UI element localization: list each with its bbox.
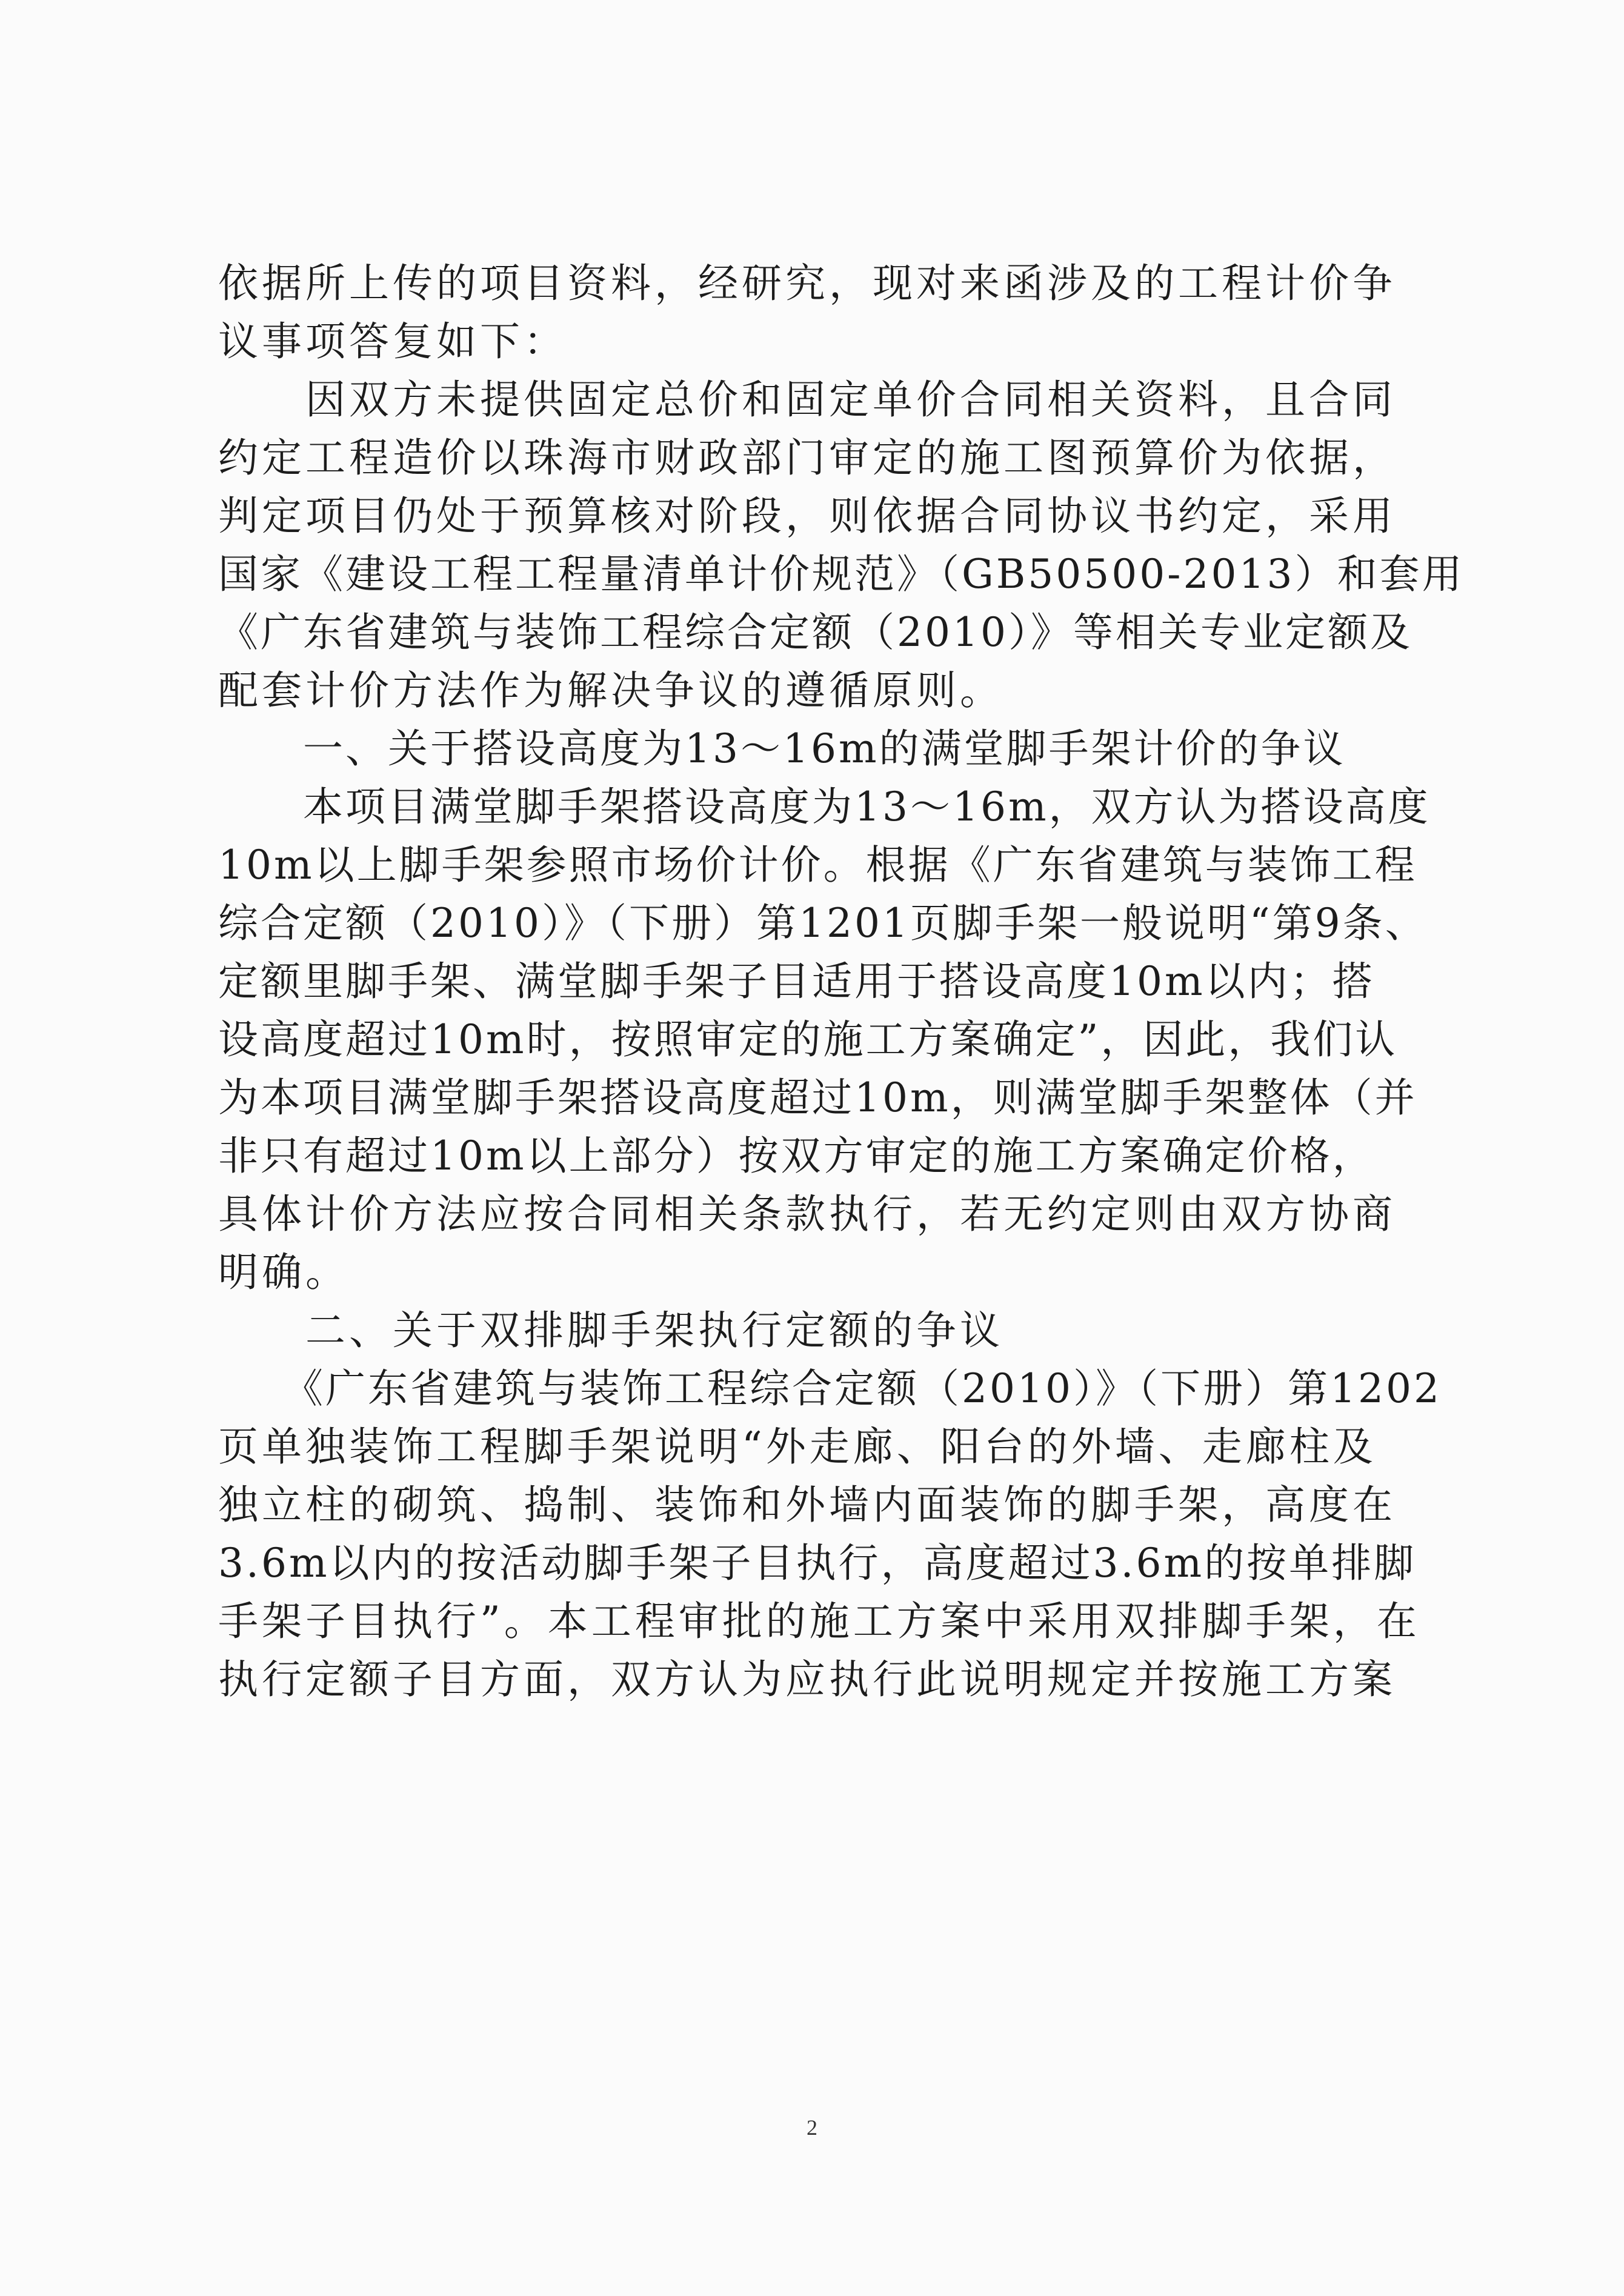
text-line: 执行定额子目方面，双方认为应执行此说明规定并按施工方案: [218, 1656, 1396, 1703]
text-line: 手架子目执行”。本工程审批的施工方案中采用双排脚手架，在: [218, 1598, 1420, 1645]
text-line: 综合定额（2010）》（下册）第1201页脚手架一般说明“第9条、: [218, 900, 1428, 947]
text-line: 本项目满堂脚手架搭设高度为13～16m，双方认为搭设高度: [218, 784, 1431, 830]
text-line: 页单独装饰工程脚手架说明“外走廊、阳台的外墙、走廊柱及: [218, 1423, 1377, 1470]
text-line: 非只有超过10m以上部分）按双方审定的施工方案确定价格，: [218, 1133, 1375, 1179]
text-line: 议事项答复如下：: [218, 318, 567, 365]
text-line: 为本项目满堂脚手架搭设高度超过10m，则满堂脚手架整体（并: [218, 1074, 1417, 1121]
text-line: 独立柱的砌筑、捣制、装饰和外墙内面装饰的脚手架，高度在: [218, 1482, 1396, 1528]
text-line: 依据所上传的项目资料，经研究，现对来函涉及的工程计价争: [218, 260, 1396, 307]
text-line: 3.6m以内的按活动脚手架子目执行，高度超过3.6m的按单排脚: [218, 1540, 1417, 1586]
section-heading-1: 一、关于搭设高度为13～16m的满堂脚手架计价的争议: [218, 725, 1346, 772]
text-line: 设高度超过10m时，按照审定的施工方案确定”，因此，我们认: [218, 1016, 1398, 1063]
text-line: 定额里脚手架、满堂脚手架子目适用于搭设高度10m以内；搭: [218, 958, 1375, 1005]
text-line: 明确。: [218, 1249, 349, 1296]
section-heading-2: 二、关于双排脚手架执行定额的争议: [218, 1307, 1003, 1354]
text-line: 因双方未提供固定总价和固定单价合同相关资料，且合同: [218, 376, 1396, 423]
text-line: 《广东省建筑与装饰工程综合定额（2010）》等相关专业定额及: [218, 609, 1413, 656]
text-line: 10m以上脚手架参照市场价计价。根据《广东省建筑与装饰工程: [218, 842, 1417, 888]
text-line: 《广东省建筑与装饰工程综合定额（2010）》（下册）第1202: [218, 1365, 1442, 1412]
text-line: 具体计价方法应按合同相关条款执行，若无约定则由双方协商: [218, 1191, 1396, 1237]
page-number: 2: [807, 2115, 817, 2140]
text-line: 配套计价方法作为解决争议的遵循原则。: [218, 667, 1003, 714]
text-line: 判定项目仍处于预算核对阶段，则依据合同协议书约定，采用: [218, 493, 1396, 539]
body-text: [218, 255, 1465, 1709]
text-line: 约定工程造价以珠海市财政部门审定的施工图预算价为依据，: [218, 434, 1396, 481]
text-line: 国家《建设工程工程量清单计价规范》（GB50500-2013）和套用: [218, 551, 1465, 597]
